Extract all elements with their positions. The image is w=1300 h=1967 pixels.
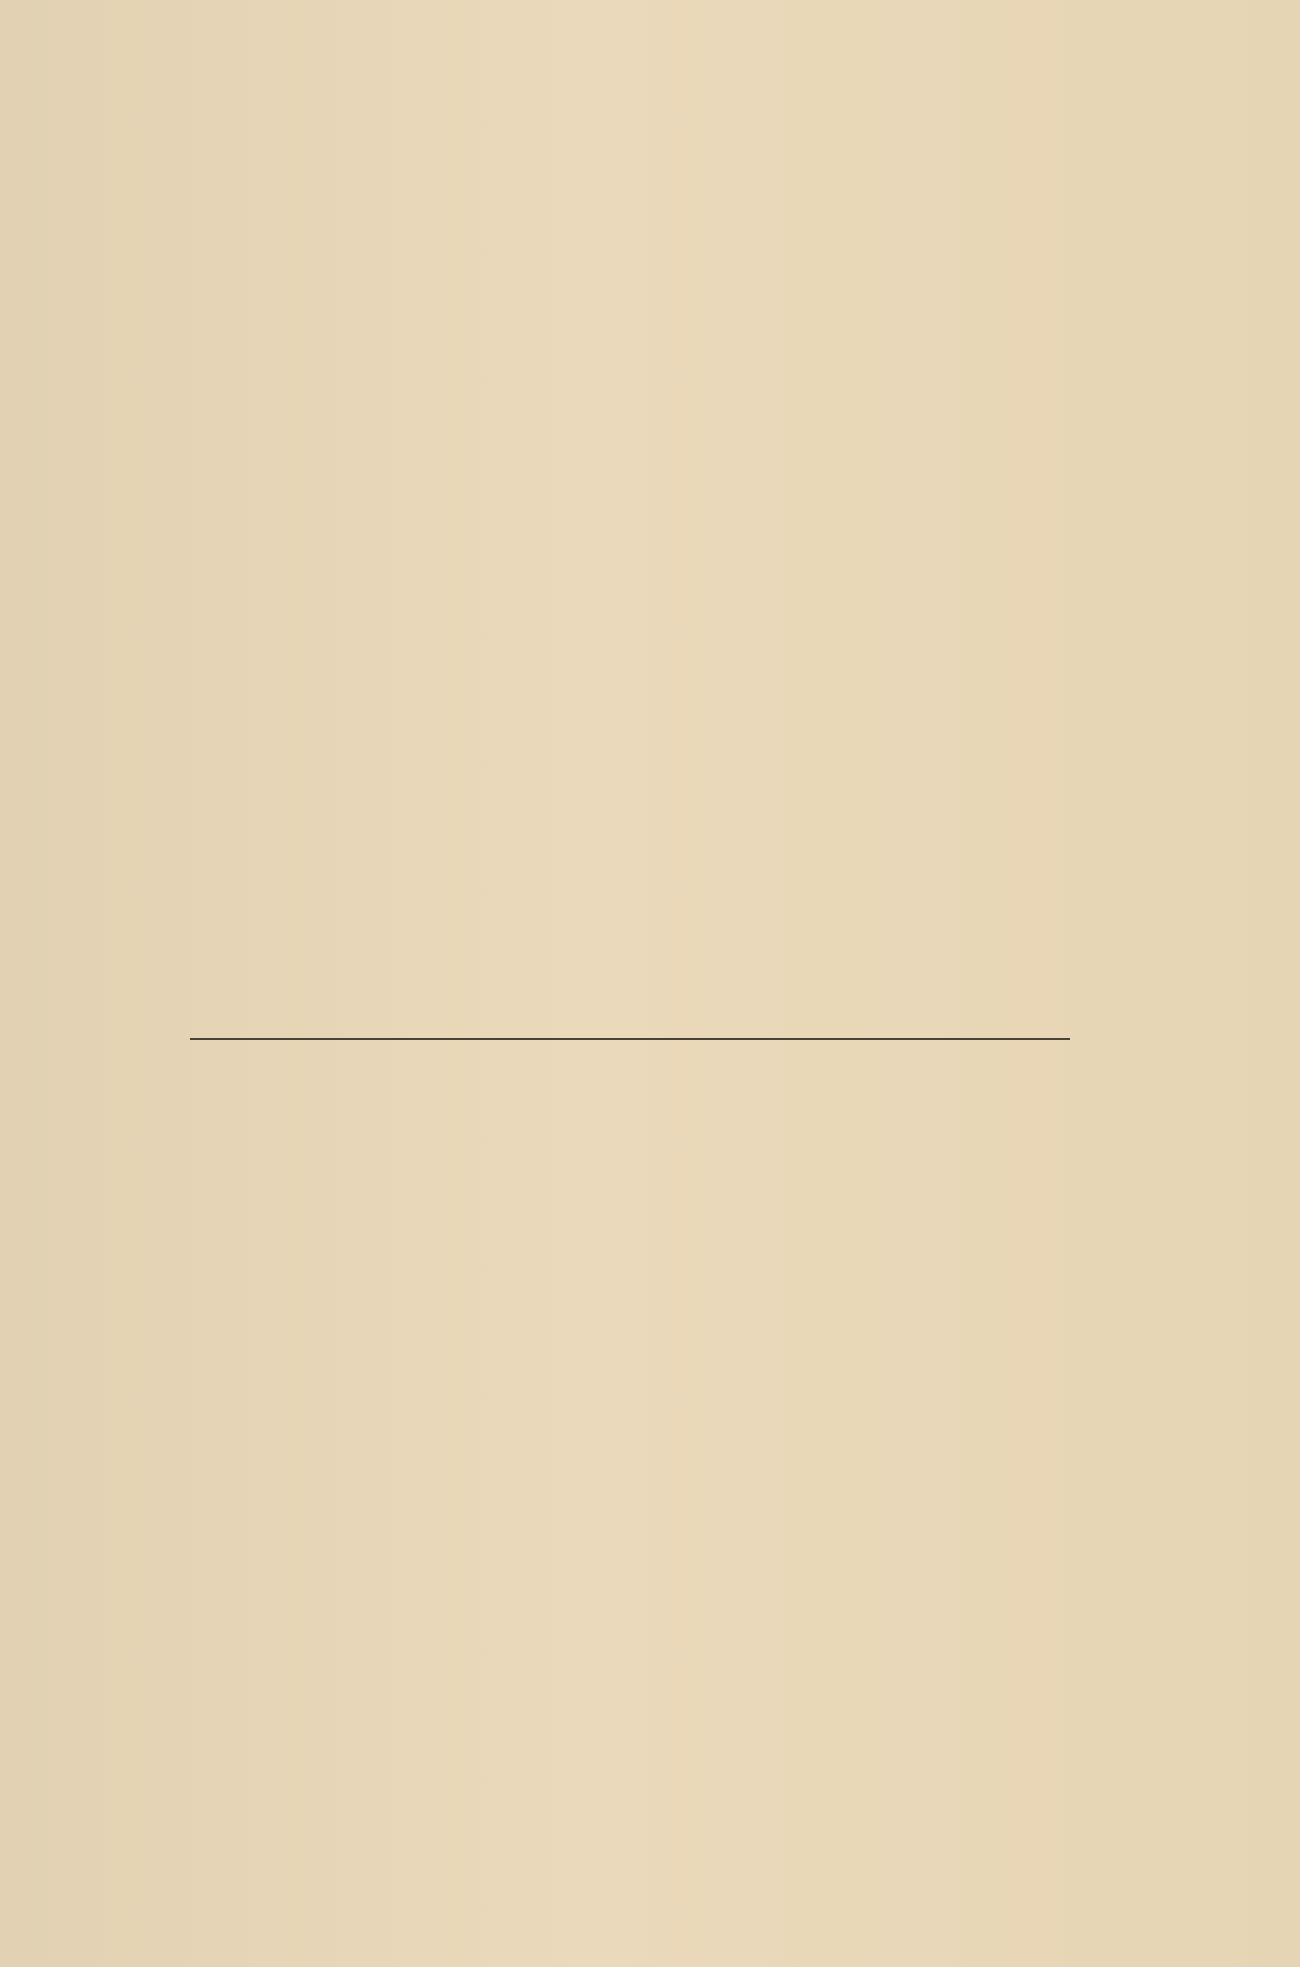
- section-divider: [190, 1038, 1070, 1040]
- running-header: [1171, 380, 1200, 720]
- library-watermark: [520, 1450, 1220, 1870]
